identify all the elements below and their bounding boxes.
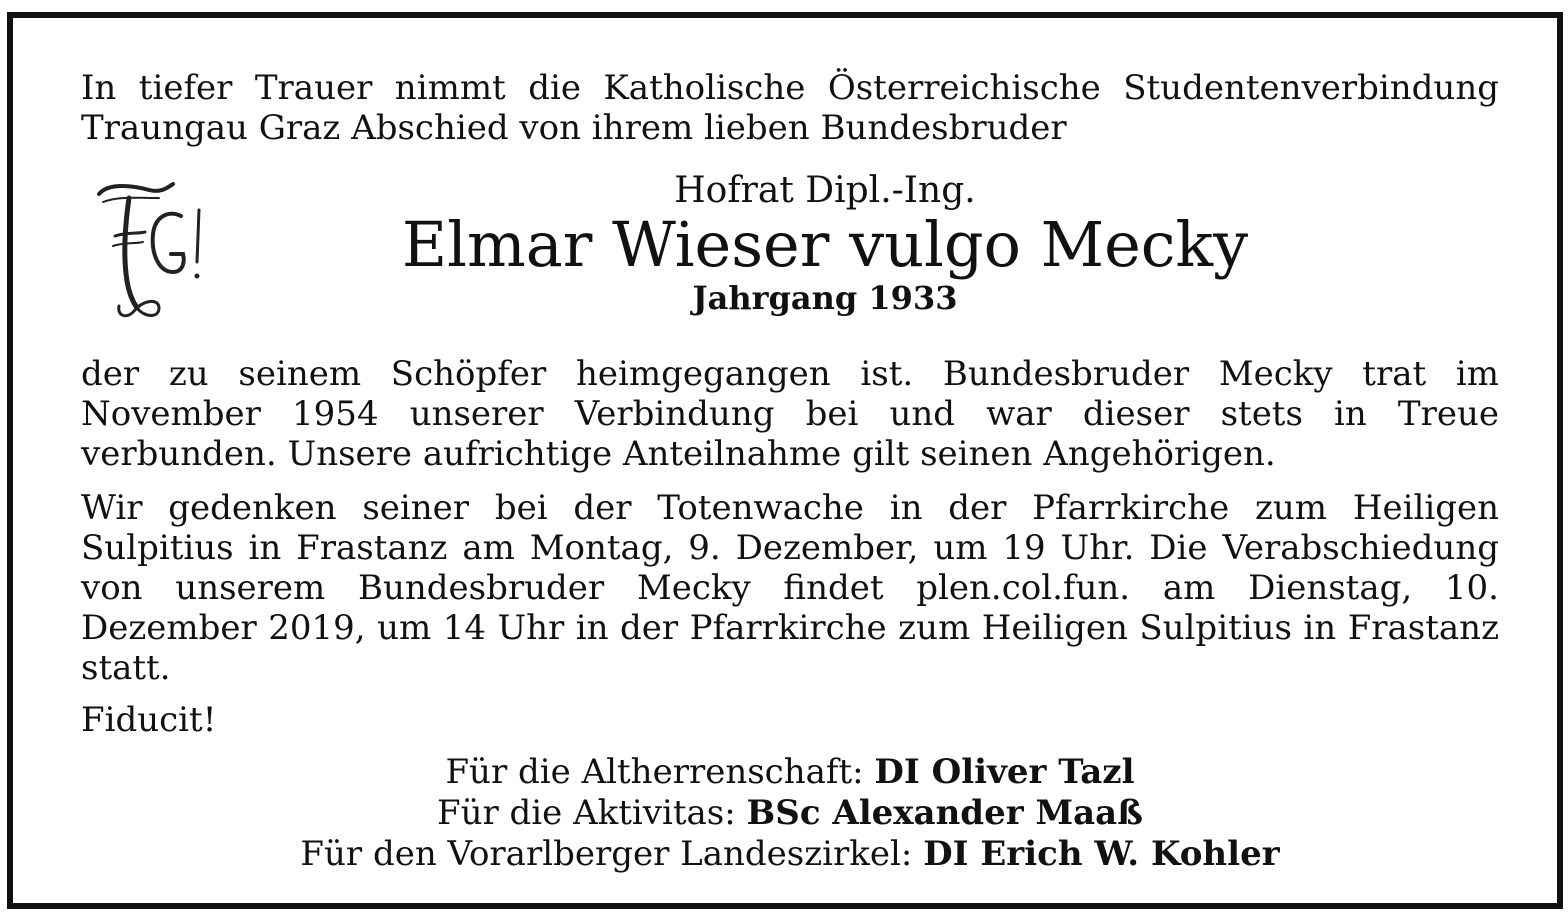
- signer-name: DI Oliver Tazl: [874, 752, 1135, 792]
- signer-name: DI Erich W. Kohler: [923, 834, 1280, 874]
- deceased-header: [81, 170, 1499, 342]
- intro-line-2: Traungau Graz Abschied von ihrem lieben Bundesbruder: [81, 108, 1067, 148]
- signer-line: [81, 752, 1499, 793]
- signer-line: [81, 793, 1499, 834]
- paragraph-funeral-details: Wir gedenken seiner bei der Totenwache in der Pfarrkirche zum Heiligen Sulpitius in Frastanz am Montag, 9. Dezember, um 19 Uhr. Die Verabschiedung von unserem Bundesbruder Mecky findet plen.col.fun. am Dienstag, 10. Dezember 2019, um 14 Uhr in der Pfarrkirche zum Heiligen Sulpitius in Frastanz statt.: [81, 488, 1499, 688]
- deceased-prefix: Hofrat Dipl.-Ing.: [674, 170, 976, 211]
- intro-text: [81, 68, 1499, 148]
- signer-line: [81, 834, 1499, 875]
- signer-role: Für die Aktivitas:: [436, 793, 736, 833]
- deceased-name: Elmar Wieser vulgo Mecky: [401, 208, 1249, 281]
- paragraph-announcement: der zu seinem Schöpfer heimgegangen ist. Bundesbruder Mecky trat im November 1954 unserer Verbindung bei und war dieser stets in Treue verbunden. Unsere aufrichtige Anteilnahme gilt seinen Angehörigen.: [81, 354, 1499, 474]
- signer-role: Für den Vorarlberger Landeszirkel:: [300, 834, 913, 874]
- signer-name: BSc Alexander Maaß: [746, 793, 1143, 833]
- notice-content: [81, 68, 1499, 875]
- deceased-titles: [81, 170, 1499, 318]
- notice-frame: [7, 12, 1563, 909]
- deceased-year: Jahrgang 1933: [692, 279, 958, 317]
- closing-salutation: Fiducit!: [81, 700, 217, 740]
- signer-role: Für die Altherrenschaft:: [445, 752, 864, 792]
- intro-line-1: In tiefer Trauer nimmt die Katholische Österreichische Studentenverbindung: [81, 68, 1499, 108]
- signers-list: [81, 752, 1499, 875]
